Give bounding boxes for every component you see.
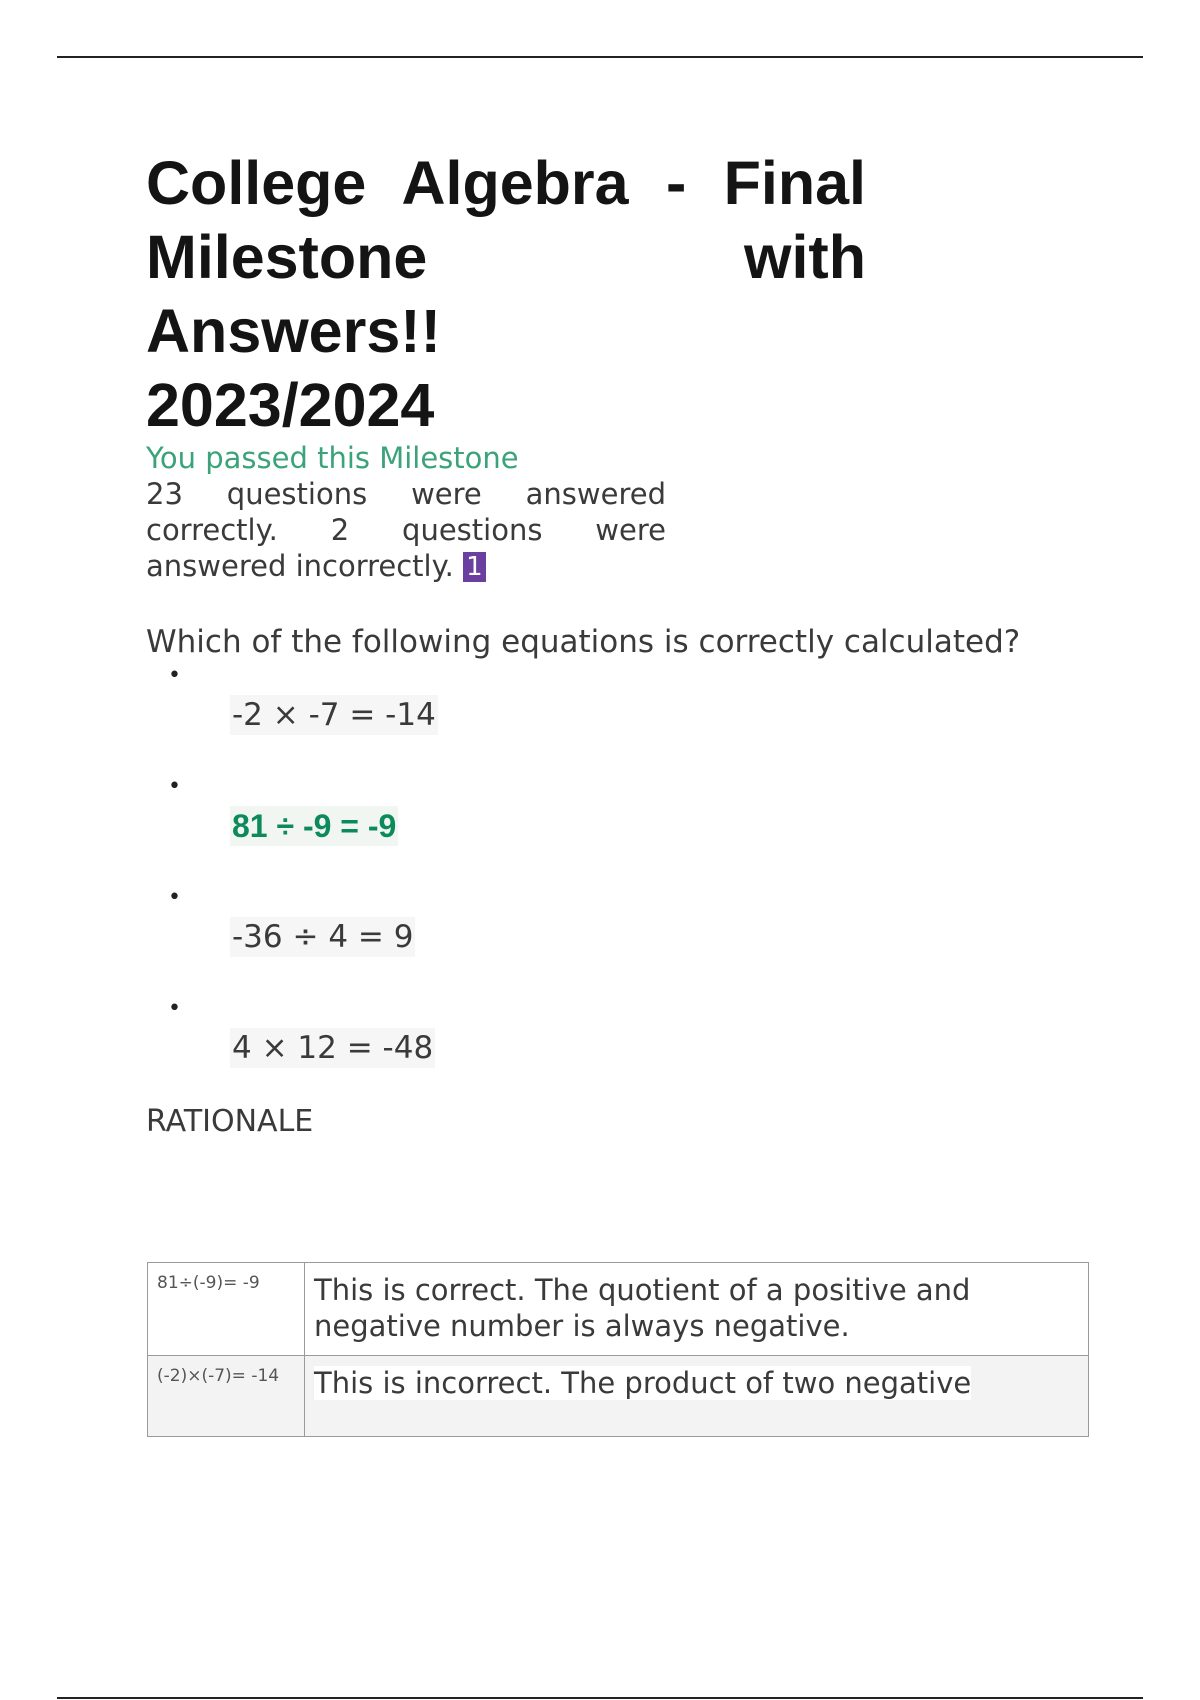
question-number-marker: 1 bbox=[463, 552, 486, 582]
table-row bbox=[148, 1356, 1089, 1437]
passed-message: You passed this Milestone bbox=[146, 441, 519, 475]
score-summary-line-1: 23 questions were answered bbox=[146, 477, 666, 511]
question-prompt: Which of the following equations is correctly calculated? bbox=[146, 624, 1021, 660]
answer-option[interactable] bbox=[146, 660, 1046, 771]
title-line-2: Milestone with Answers!! bbox=[146, 223, 866, 365]
expression-cell bbox=[148, 1263, 305, 1356]
answer-option-text-correct: 81 ÷ -9 = -9 bbox=[232, 808, 397, 844]
answer-option-text: 4 × 12 = -48 bbox=[232, 1030, 434, 1066]
explanation-text bbox=[306, 1357, 1087, 1411]
top-rule bbox=[57, 56, 1143, 58]
expression-text: 81÷(-9)= -9 bbox=[157, 1273, 260, 1293]
milestone-result bbox=[146, 440, 666, 584]
bullet-icon: • bbox=[168, 996, 181, 1021]
bullet-icon: • bbox=[168, 663, 181, 688]
title-line-3: 2023/2024 bbox=[146, 371, 435, 439]
title-line-1: College Algebra - Final bbox=[146, 149, 866, 217]
answer-option-text: -36 ÷ 4 = 9 bbox=[232, 919, 414, 955]
score-summary-line-3 bbox=[146, 548, 666, 584]
document-title bbox=[146, 146, 866, 442]
answer-option-text: -2 × -7 = -14 bbox=[232, 697, 436, 733]
score-summary-text: answered incorrectly. bbox=[146, 549, 454, 583]
explanation-text: This is correct. The quotient of a positive and negative number is always negative. bbox=[314, 1273, 971, 1343]
bullet-icon: • bbox=[168, 774, 181, 799]
explanation-cell bbox=[305, 1263, 1089, 1356]
explanation-text-inner: This is incorrect. The product of two negative bbox=[314, 1366, 972, 1400]
expression-cell bbox=[148, 1356, 305, 1437]
table-row bbox=[148, 1263, 1089, 1356]
bottom-rule bbox=[57, 1697, 1143, 1699]
rationale-heading: RATIONALE bbox=[146, 1104, 314, 1139]
bullet-icon: • bbox=[168, 885, 181, 910]
score-summary-line-2: correctly. 2 questions were bbox=[146, 513, 666, 547]
answer-option[interactable] bbox=[146, 993, 1046, 1104]
rationale-table bbox=[147, 1262, 1089, 1437]
expression-text: (-2)×(-7)= -14 bbox=[157, 1366, 280, 1386]
answer-option[interactable] bbox=[146, 882, 1046, 993]
answer-options bbox=[146, 660, 1046, 1104]
answer-option-correct[interactable] bbox=[146, 771, 1046, 882]
explanation-cell bbox=[305, 1356, 1089, 1437]
